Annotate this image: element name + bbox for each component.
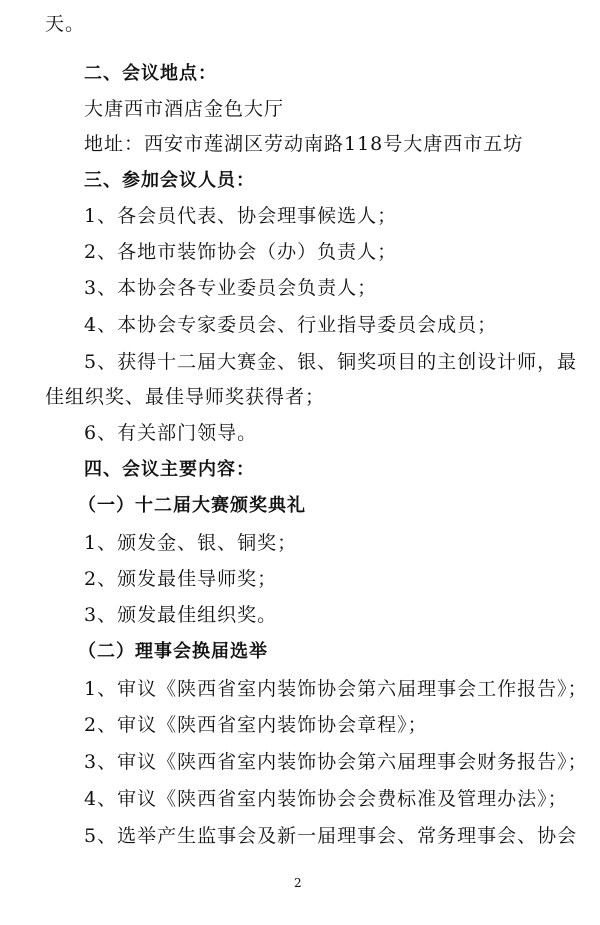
list-item: 3、本协会各专业委员会负责人；	[84, 277, 378, 299]
page-number: 2	[294, 876, 302, 890]
list-item: 3、审议《陕西省室内装饰协会第六届理事会财务报告》；	[84, 751, 588, 773]
subsection-heading: （一）十二届大赛颁奖典礼	[78, 495, 306, 516]
list-item: 4、本协会专家委员会、行业指导委员会成员；	[84, 314, 498, 336]
section-heading: 三、参加会议人员：	[84, 170, 255, 191]
list-item: 2、审议《陕西省室内装饰协会章程》；	[84, 714, 428, 736]
list-item: 2、各地市装饰协会（办）负责人；	[84, 241, 398, 263]
list-item: 1、各会员代表、协会理事候选人；	[84, 205, 398, 227]
list-item-continuation: 佳组织奖、最佳导师奖获得者；	[45, 386, 326, 408]
list-item: 2、颁发最佳导师奖；	[84, 568, 278, 590]
list-item: 6、有关部门领导。	[84, 422, 258, 444]
list-item: 5、选举产生监事会及新一届理事会、常务理事会、协会	[84, 825, 578, 847]
text-line: 天。	[45, 13, 86, 35]
venue-address: 地址：西安市莲湖区劳动南路118号大唐西市五坊	[84, 133, 524, 155]
list-item: 3、颁发最佳组织奖。	[84, 604, 278, 626]
section-heading: 二、会议地点：	[84, 63, 217, 84]
list-item: 1、颁发金、银、铜奖；	[84, 532, 298, 554]
subsection-heading: （二）理事会换届选举	[78, 641, 268, 662]
section-heading: 四、会议主要内容：	[84, 459, 255, 480]
venue-name: 大唐西市酒店金色大厅	[84, 98, 285, 120]
list-item: 1、审议《陕西省室内装饰协会第六届理事会工作报告》；	[84, 678, 588, 700]
list-item: 5、获得十二届大赛金、银、铜奖项目的主创设计师，最	[84, 351, 578, 373]
list-item: 4、审议《陕西省室内装饰协会会费标准及管理办法》；	[84, 788, 568, 810]
